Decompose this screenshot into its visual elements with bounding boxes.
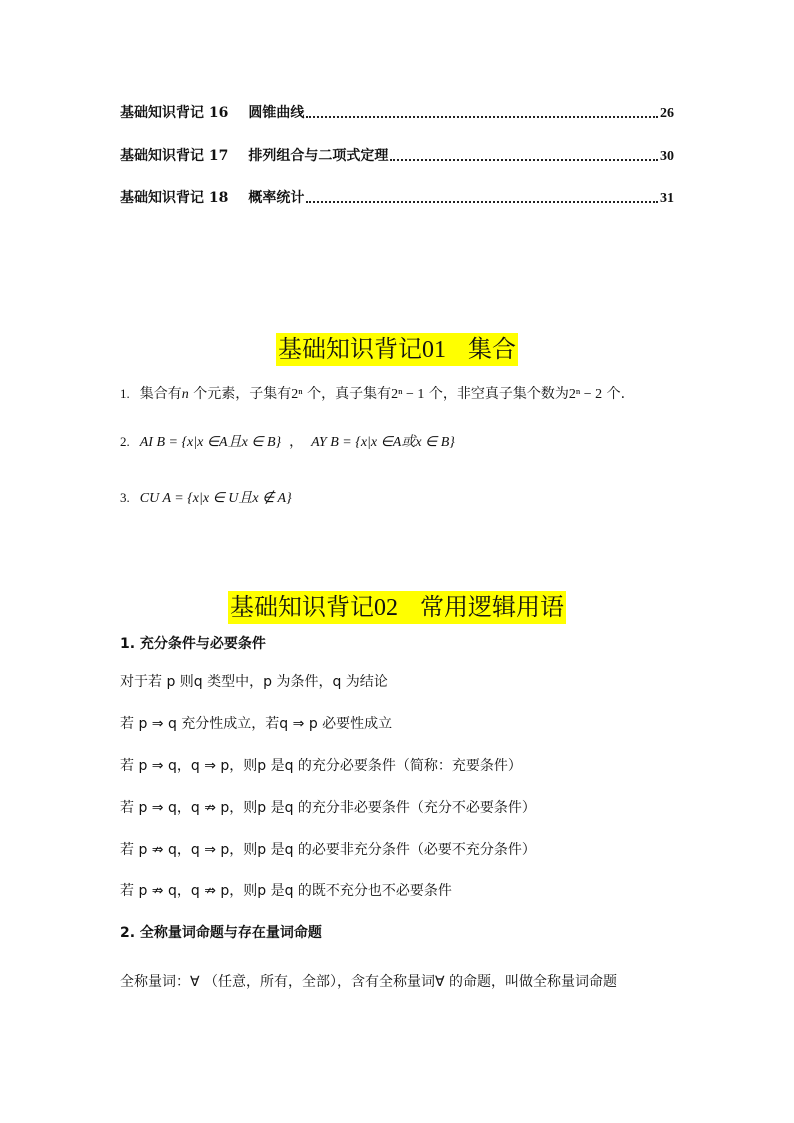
logic-line-5: 若 p ⇏ q，q ⇒ p，则p 是q 的必要非充分条件（必要不充分条件） [120,842,536,858]
union-formula: AY B = {x|x ∈A或x ∈ B} [311,435,455,450]
logic-line-6: 若 p ⇏ q，q ⇏ p，则p 是q 的既不充分也不必要条件 [120,883,452,899]
toc-leader-dots [306,116,658,118]
universal-quantifier-definition: 全称量词：∀ （任意，所有，全部），含有全称量词∀ 的命题，叫做全称量词命题 [120,974,618,990]
item-number: 2. [120,434,130,449]
math-subset-count: 2ⁿ [291,387,303,402]
toc-label: 基础知识背记 17 [120,148,229,164]
item-number: 3. [120,490,130,505]
section-title-topic: 集合 [468,335,516,363]
text: 个元素，子集有 [188,386,292,402]
section-title-prefix: 基础知识背记 [230,593,374,621]
math-nonempty-proper-subset-count: 2ⁿ − 2 [568,387,603,402]
set-item-3 [120,488,292,509]
text: 集合有 [139,386,182,402]
section-02-heading [0,591,794,623]
subheading-quantifiers: 2. 全称量词命题与存在量词命题 [120,925,322,941]
item-number: 1. [120,386,130,401]
complement-formula: CU A = {x|x ∈ U且x ∉ A} [139,491,292,506]
section-title-topic: 常用逻辑用语 [420,593,564,621]
toc-entry-16[interactable] [120,100,674,122]
logic-line-2: 若 p ⇒ q 充分性成立，若q ⇒ p 必要性成立 [120,716,393,732]
toc-leader-dots [306,201,658,203]
toc-page-number: 26 [660,106,674,121]
text: 个. [602,386,626,402]
logic-line-1: 对于若 p 则q 类型中，p 为条件，q 为结论 [120,674,388,690]
toc-topic: 概率统计 [248,190,305,206]
separator: ， [289,434,304,450]
toc-topic: 圆锥曲线 [248,105,305,121]
logic-line-3: 若 p ⇒ q，q ⇒ p，则p 是q 的充分必要条件（简称：充要条件） [120,758,522,774]
toc-label: 基础知识背记 16 [120,105,229,121]
toc-page-number: 31 [660,191,674,206]
section-01-heading [0,333,794,365]
text: 个，真子集有 [302,386,392,402]
section-title-prefix: 基础知识背记 [278,335,422,363]
section-title-number: 02 [374,595,398,621]
toc-label: 基础知识背记 18 [120,190,229,206]
math-n: n [181,387,189,402]
text: 个，非空真子集个数为 [424,386,569,402]
math-proper-subset-count: 2ⁿ − 1 [391,387,425,402]
section-title-number: 01 [422,337,446,363]
logic-line-4: 若 p ⇒ q，q ⇏ p，则p 是q 的充分非必要条件（充分不必要条件） [120,800,536,816]
set-item-1 [120,384,625,405]
section-02-title-highlight [228,591,566,624]
toc-topic: 排列组合与二项式定理 [248,148,389,164]
toc-page-number: 30 [660,149,674,164]
subheading-sufficient-necessary: 1. 充分条件与必要条件 [120,636,266,652]
intersection-formula: AI B = {x|x ∈A且x ∈ B} [139,435,282,450]
toc-entry-17[interactable] [120,143,674,165]
set-item-2 [120,432,455,453]
toc-leader-dots [390,159,658,161]
toc-entry-18[interactable] [120,185,674,207]
section-01-title-highlight [276,333,518,366]
